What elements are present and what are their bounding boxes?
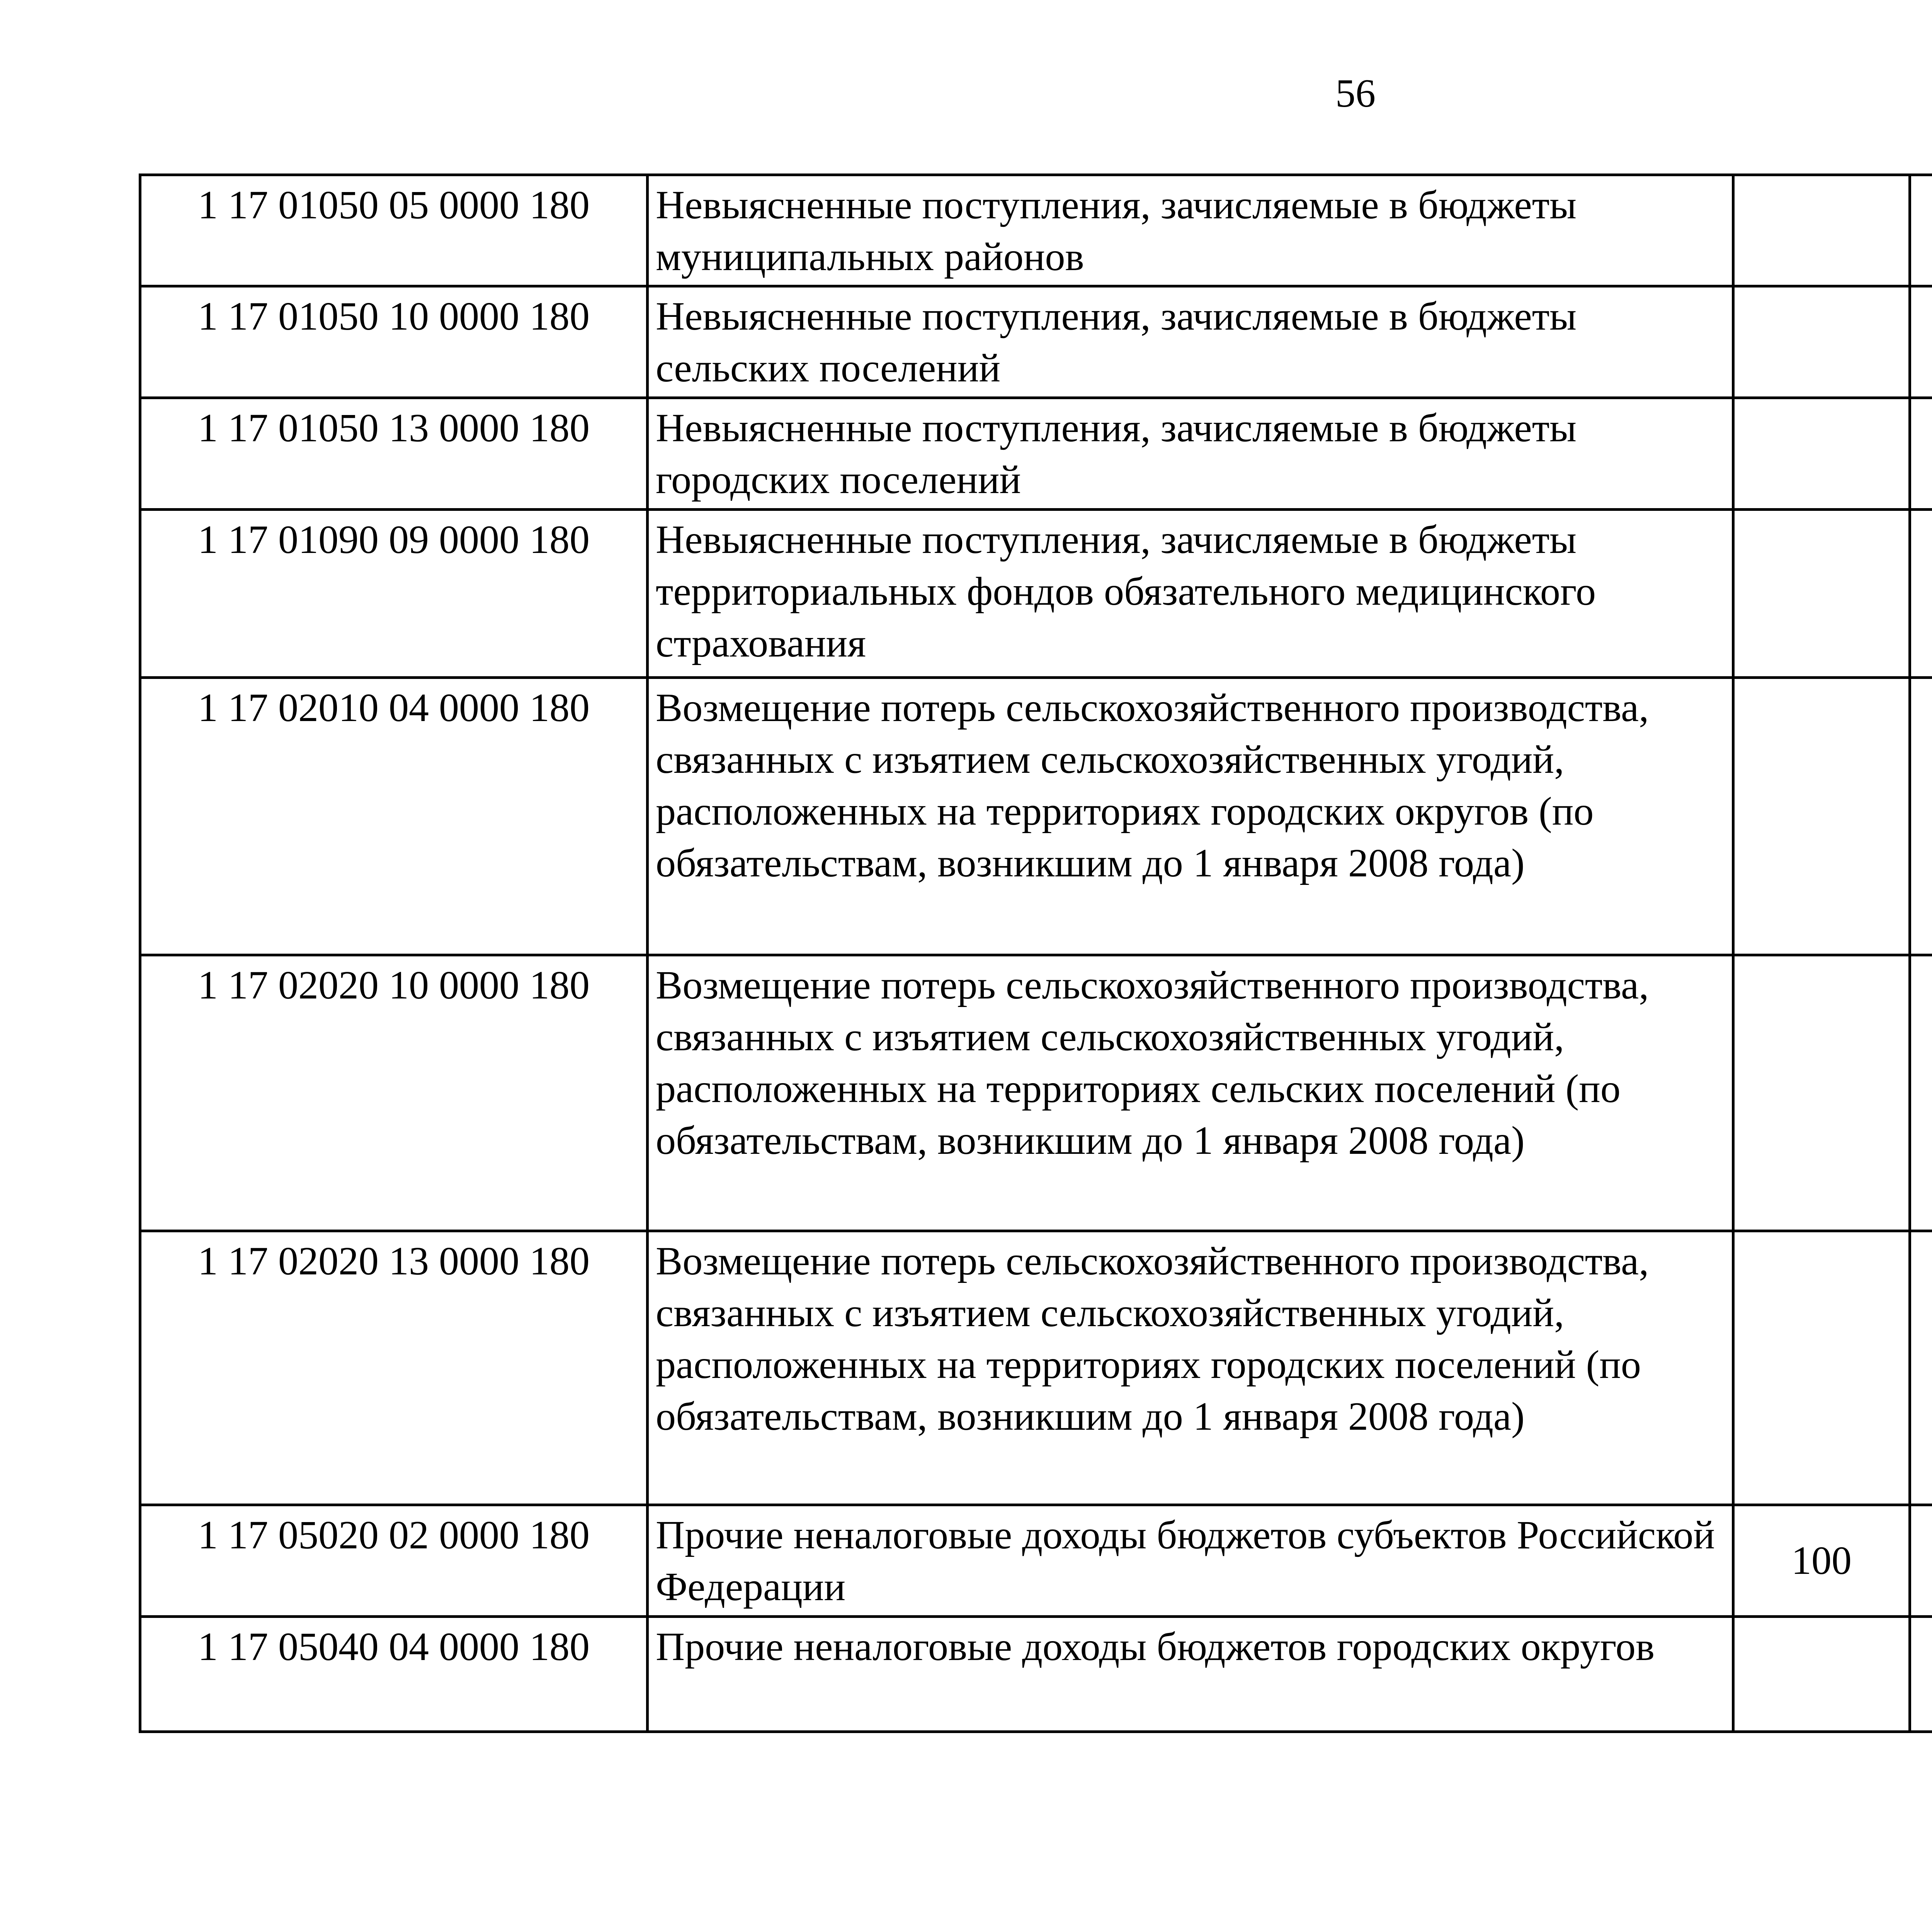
revenue-table (139, 173, 1932, 1733)
value-cell (1733, 286, 1910, 398)
value-cell (1733, 510, 1910, 678)
revenue-code: 1 17 05020 02 0000 180 (140, 1505, 648, 1617)
table-row (140, 286, 1932, 398)
table-row (140, 175, 1932, 286)
table-row (140, 678, 1932, 955)
revenue-code: 1 17 01050 13 0000 180 (140, 398, 648, 510)
table-row (140, 955, 1932, 1231)
table-row (140, 1231, 1932, 1505)
revenue-name: Возмещение потерь сельскохозяйственного производства, связанных с изъятием сельскохозяйственных угодий, расположенных на территориях городских поселений (по обязательствам, возникшим до 1 января 2008 года) (648, 1231, 1733, 1505)
revenue-name: Невыясненные поступления, зачисляемые в бюджеты сельских поселений (648, 286, 1733, 398)
value-cell (1910, 398, 1932, 510)
value-cell (1733, 1231, 1910, 1505)
value-cell (1910, 678, 1932, 955)
value-cell (1733, 955, 1910, 1231)
revenue-name: Невыясненные поступления, зачисляемые в бюджеты территориальных фондов обязательного медицинского страхования (648, 510, 1733, 678)
revenue-code: 1 17 02010 04 0000 180 (140, 678, 648, 955)
page-number: 56 (1335, 71, 1376, 116)
revenue-name: Возмещение потерь сельскохозяйственного производства, связанных с изъятием сельскохозяйственных угодий, расположенных на территориях сельских поселений (по обязательствам, возникшим до 1 января 2008 года) (648, 955, 1733, 1231)
revenue-name: Невыясненные поступления, зачисляемые в бюджеты муниципальных районов (648, 175, 1733, 286)
revenue-code: 1 17 01090 09 0000 180 (140, 510, 648, 678)
value-cell (1910, 955, 1932, 1231)
value-cell (1733, 1617, 1910, 1732)
table-row (140, 1617, 1932, 1732)
revenue-name: Невыясненные поступления, зачисляемые в бюджеты городских поселений (648, 398, 1733, 510)
revenue-code: 1 17 01050 10 0000 180 (140, 286, 648, 398)
revenue-name: Прочие неналоговые доходы бюджетов субъектов Российской Федерации (648, 1505, 1733, 1617)
table-row (140, 510, 1932, 678)
value-cell (1733, 398, 1910, 510)
value-cell (1910, 1231, 1932, 1505)
value-cell (1910, 175, 1932, 286)
table-row (140, 398, 1932, 510)
value-cell (1910, 1617, 1932, 1732)
revenue-name: Прочие неналоговые доходы бюджетов городских округов (648, 1617, 1733, 1732)
value-cell (1910, 510, 1932, 678)
revenue-code: 1 17 02020 10 0000 180 (140, 955, 648, 1231)
value-cell: 100 (1733, 1505, 1910, 1617)
revenue-code: 1 17 01050 05 0000 180 (140, 175, 648, 286)
revenue-name: Возмещение потерь сельскохозяйственного производства, связанных с изъятием сельскохозяйственных угодий, расположенных на территориях городских округов (по обязательствам, возникшим до 1 января 2008 года) (648, 678, 1733, 955)
table-row (140, 1505, 1932, 1617)
revenue-code: 1 17 05040 04 0000 180 (140, 1617, 648, 1732)
value-cell (1733, 175, 1910, 286)
revenue-code: 1 17 02020 13 0000 180 (140, 1231, 648, 1505)
value-cell (1733, 678, 1910, 955)
value-cell (1910, 1505, 1932, 1617)
value-cell (1910, 286, 1932, 398)
